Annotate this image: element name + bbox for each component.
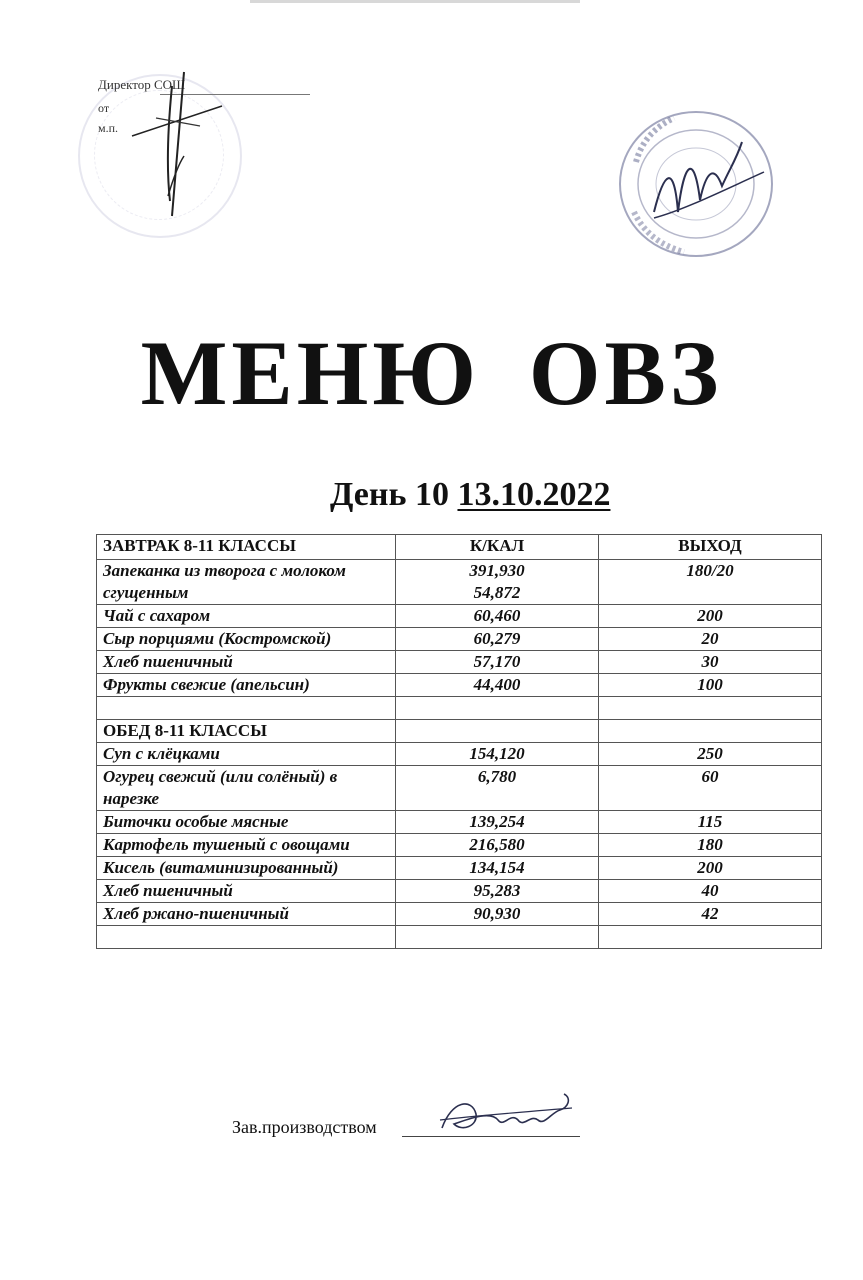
director-from: от [98, 101, 110, 115]
menu-table [96, 534, 822, 949]
dish-name: Огурец свежий (или солёный) в нарезке [97, 766, 396, 811]
dish-output: 250 [599, 743, 822, 766]
empty-row [97, 926, 822, 949]
table-row [97, 766, 822, 811]
school-stamp [614, 102, 784, 262]
table-row [97, 903, 822, 926]
day-label: День 10 [330, 476, 449, 513]
table-row [97, 674, 822, 697]
menu-date: 13.10.2022 [457, 476, 611, 513]
top-edge-line [250, 0, 580, 3]
dish-kcal: 154,120 [396, 743, 599, 766]
table-row [97, 743, 822, 766]
table-header-row [97, 535, 822, 560]
dish-output: 180 [599, 834, 822, 857]
empty-cell [599, 697, 822, 720]
table-row [97, 628, 822, 651]
dish-output: 180/20 [599, 560, 822, 605]
dish-output: 100 [599, 674, 822, 697]
dish-output: 42 [599, 903, 822, 926]
dish-kcal: 44,400 [396, 674, 599, 697]
stamp-signature-graphic [614, 102, 784, 262]
dish-kcal: 90,930 [396, 903, 599, 926]
dish-name: Хлеб пшеничный [97, 880, 396, 903]
production-manager-signature [432, 1090, 582, 1140]
dish-output: 115 [599, 811, 822, 834]
director-mp: м.п. [98, 121, 119, 135]
empty-cell [396, 720, 599, 743]
header-meal: ЗАВТРАК 8-11 КЛАССЫ [97, 535, 396, 560]
empty-row [97, 697, 822, 720]
dish-kcal: 6,780 [396, 766, 599, 811]
dish-name: Фрукты свежие (апельсин) [97, 674, 396, 697]
table-row [97, 857, 822, 880]
director-title: Директор СОШ [98, 77, 186, 92]
table-row [97, 651, 822, 674]
dish-name: Хлеб пшеничный [97, 651, 396, 674]
lunch-header: ОБЕД 8-11 КЛАССЫ [97, 720, 396, 743]
dish-name: Сыр порциями (Костромской) [97, 628, 396, 651]
dish-name: Кисель (витаминизированный) [97, 857, 396, 880]
table-row [97, 811, 822, 834]
dish-name: Биточки особые мясные [97, 811, 396, 834]
day-date-heading [330, 472, 610, 518]
section-header-row [97, 720, 822, 743]
empty-cell [396, 697, 599, 720]
empty-cell [599, 720, 822, 743]
page-title: МЕНЮ ОВЗ [140, 322, 723, 424]
dish-kcal: 57,170 [396, 651, 599, 674]
empty-cell [599, 926, 822, 949]
dish-kcal: 134,154 [396, 857, 599, 880]
dish-kcal [396, 560, 599, 605]
production-manager-label: Зав.производством [232, 1117, 377, 1137]
table-row [97, 560, 822, 605]
table-row [97, 880, 822, 903]
dish-output: 200 [599, 857, 822, 880]
dish-output: 20 [599, 628, 822, 651]
empty-cell [97, 926, 396, 949]
dish-output: 30 [599, 651, 822, 674]
table-row [97, 834, 822, 857]
dish-kcal: 60,460 [396, 605, 599, 628]
empty-cell [396, 926, 599, 949]
dish-output: 200 [599, 605, 822, 628]
dish-name: Хлеб ржано-пшеничный [97, 903, 396, 926]
dish-name: Суп с клёцками [97, 743, 396, 766]
dish-kcal: 60,279 [396, 628, 599, 651]
dish-name: Чай с сахаром [97, 605, 396, 628]
table-row [97, 605, 822, 628]
dish-output: 40 [599, 880, 822, 903]
dish-kcal-secondary: 54,872 [473, 583, 521, 602]
dish-kcal: 95,283 [396, 880, 599, 903]
header-output: ВЫХОД [599, 535, 822, 560]
director-signature [72, 66, 247, 236]
dish-output: 60 [599, 766, 822, 811]
dish-name: Запеканка из творога с молоком сгущенным [97, 560, 396, 605]
header-kcal: К/КАЛ [396, 535, 599, 560]
empty-cell [97, 697, 396, 720]
dish-name: Картофель тушеный с овощами [97, 834, 396, 857]
dish-kcal: 139,254 [396, 811, 599, 834]
director-approval [72, 66, 247, 236]
dish-kcal-primary: 391,930 [469, 561, 525, 580]
dish-kcal: 216,580 [396, 834, 599, 857]
